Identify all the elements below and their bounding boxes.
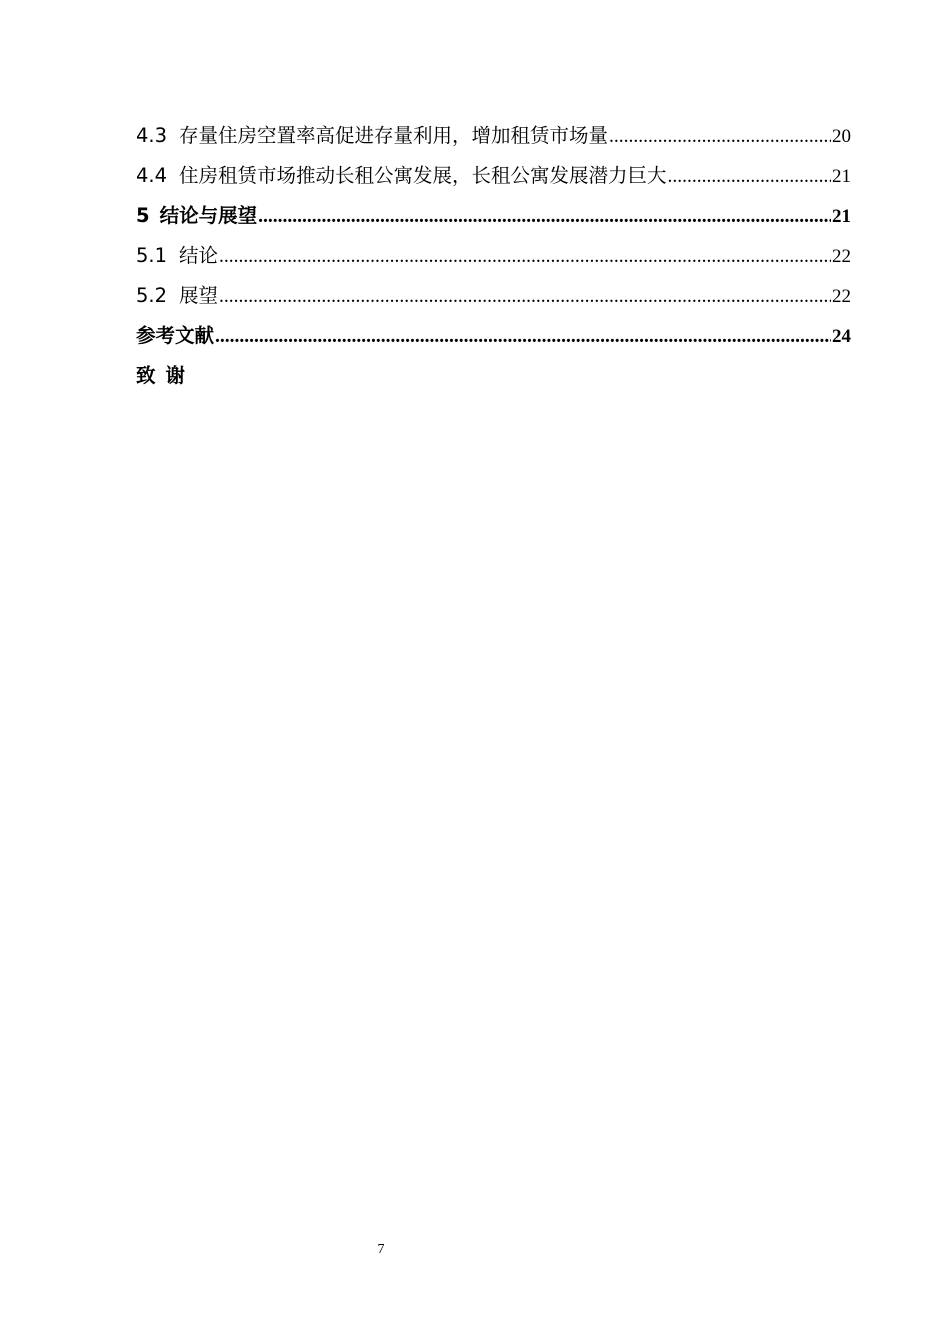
toc-entry-title: 致谢 (136, 364, 196, 387)
toc-entry-title: 参考文献 (136, 324, 215, 347)
toc-entry-title: 住房租赁市场推动长租公寓发展，长租公寓发展潜力巨大 (179, 164, 667, 187)
toc-dot-leader (668, 157, 831, 197)
toc-entry-number: 5.1 (136, 244, 168, 267)
toc-dot-leader (609, 117, 831, 157)
toc-entry-title: 展望 (179, 284, 219, 307)
toc-entry-number: 5.2 (136, 284, 168, 307)
toc-dot-leader (215, 317, 831, 357)
page-number: 7 (377, 1242, 385, 1257)
toc-entry-5-1[interactable] (136, 236, 851, 276)
table-of-contents (136, 116, 851, 396)
toc-entry-page: 20 (832, 126, 851, 147)
toc-entry-title: 存量住房空置率高促进存量利用，增加租赁市场量 (179, 124, 609, 147)
toc-entry-number: 4.4 (136, 164, 168, 187)
toc-entry-4-4[interactable] (136, 156, 851, 196)
toc-entry-page: 22 (832, 246, 851, 267)
toc-entry-5[interactable] (136, 196, 851, 236)
toc-entry-page: 24 (832, 326, 851, 347)
toc-entry-acknowledgements[interactable] (136, 356, 851, 396)
toc-entry-page: 21 (832, 206, 851, 227)
toc-dot-leader (219, 277, 831, 317)
toc-entry-title: 结论与展望 (159, 204, 258, 227)
toc-entry-title: 结论 (179, 244, 219, 267)
toc-entry-references[interactable] (136, 316, 851, 356)
toc-entry-number: 4.3 (136, 124, 168, 147)
toc-entry-page: 22 (832, 286, 851, 307)
toc-dot-leader (258, 197, 831, 237)
toc-entry-page: 21 (832, 166, 851, 187)
toc-entry-number: 5 (136, 204, 150, 227)
toc-dot-leader (219, 237, 831, 277)
toc-entry-4-3[interactable] (136, 116, 851, 156)
toc-entry-5-2[interactable] (136, 276, 851, 316)
